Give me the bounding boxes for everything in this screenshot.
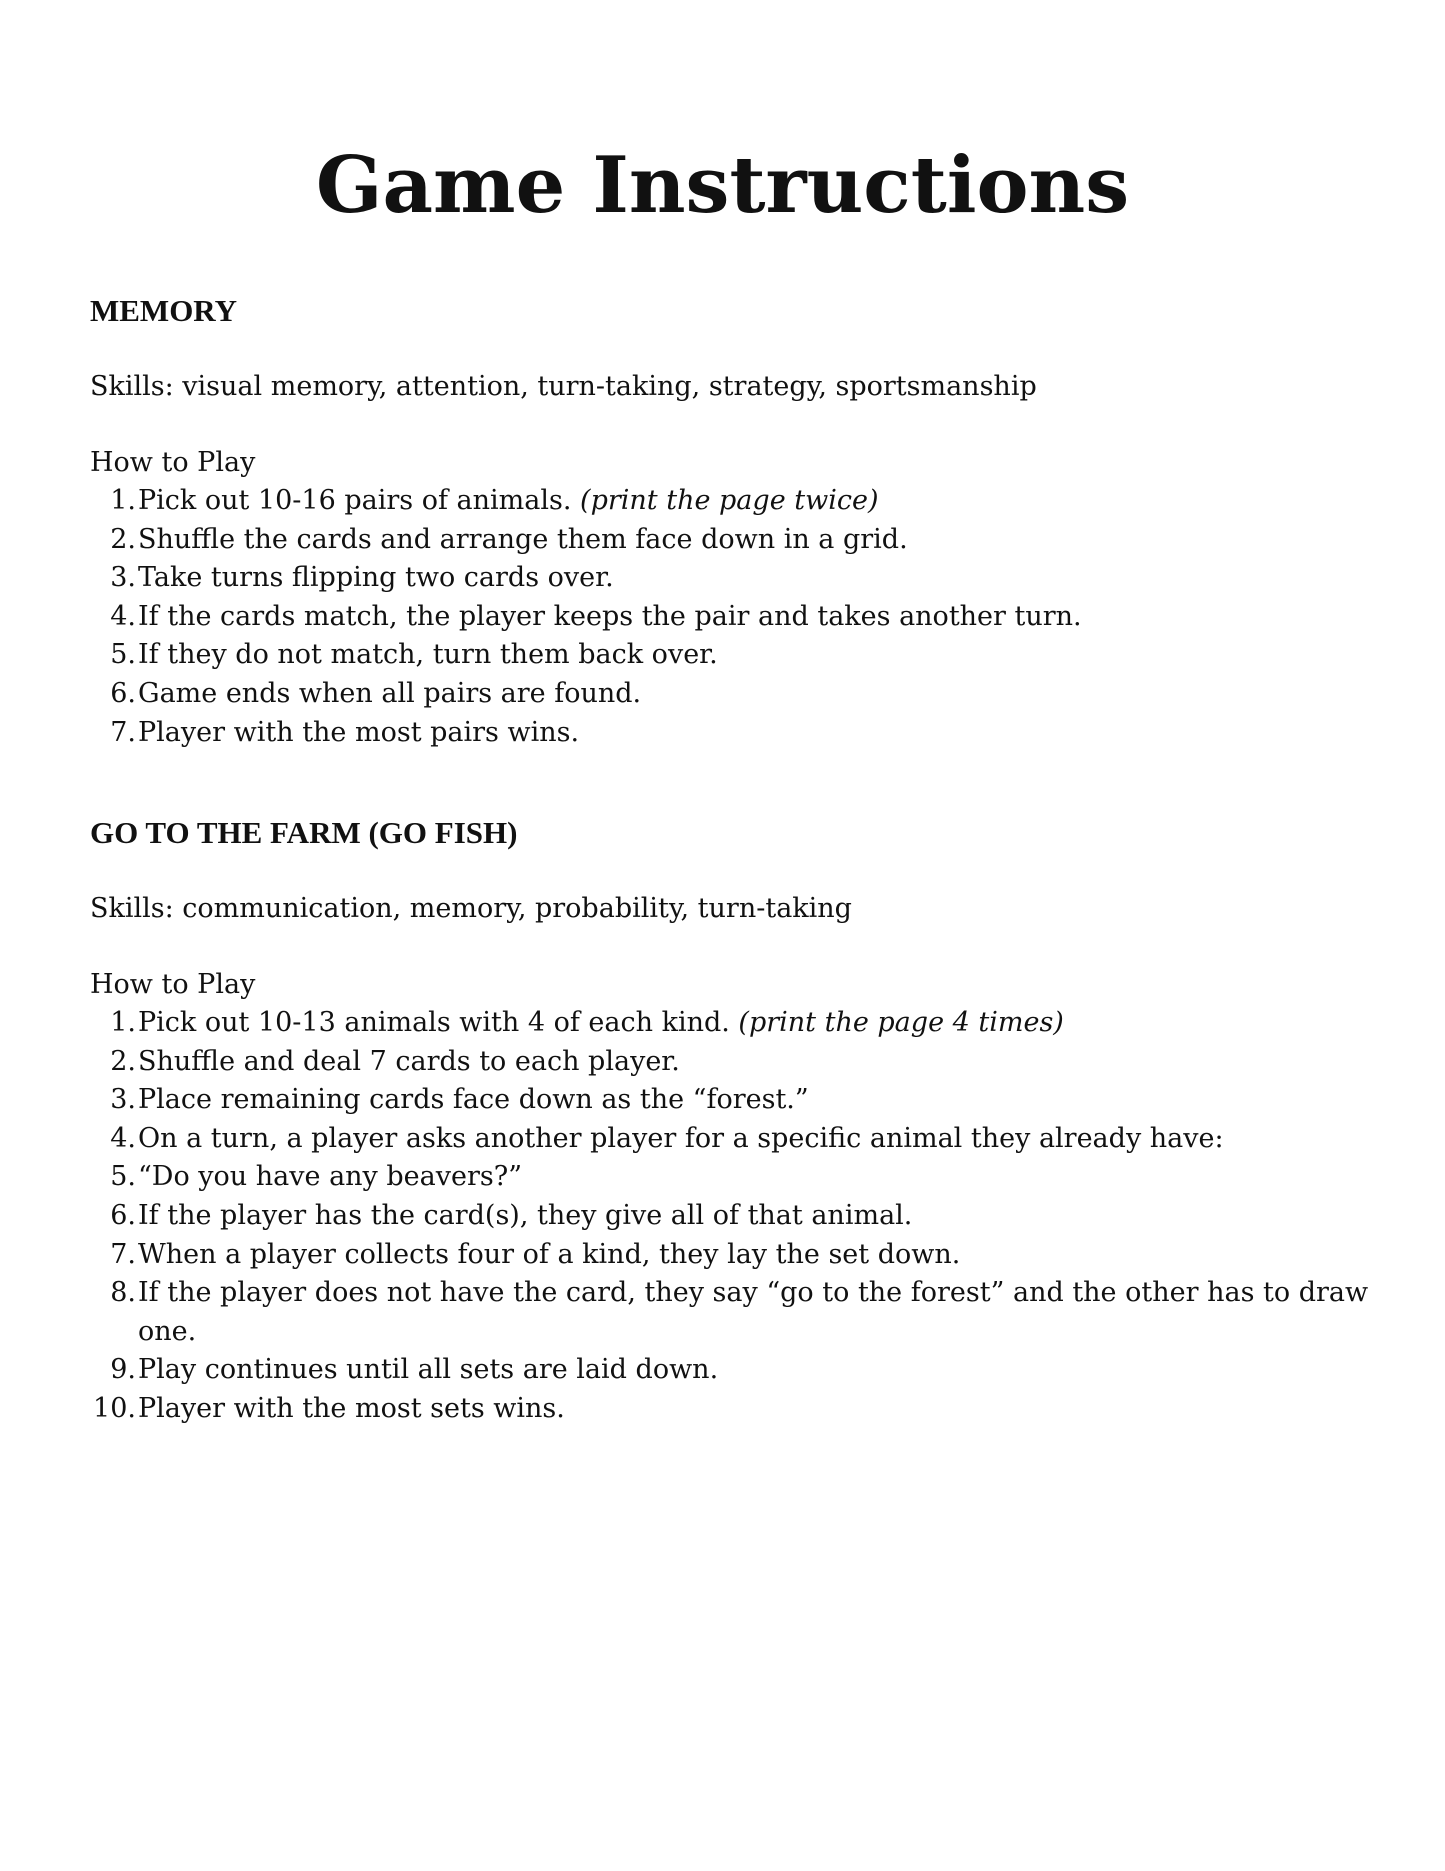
list-item bbox=[90, 521, 1390, 560]
list-item bbox=[90, 636, 1390, 675]
list-item bbox=[90, 559, 1390, 598]
step-text: If the cards match, the player keeps the pair and takes another turn. bbox=[138, 600, 1082, 632]
list-item bbox=[90, 482, 1390, 521]
steps-list bbox=[90, 1004, 1390, 1429]
step-text: If they do not match, turn them back over. bbox=[138, 639, 718, 671]
step-number: 1. bbox=[110, 1007, 136, 1038]
list-item bbox=[90, 714, 1390, 753]
list-item bbox=[90, 1120, 1390, 1159]
skills-text: Skills: visual memory, attention, turn-taking, strategy, sportsmanship bbox=[90, 371, 1037, 402]
step-note: (print the page twice) bbox=[580, 485, 879, 516]
step-text: Shuffle the cards and arrange them face down in a grid. bbox=[138, 523, 908, 555]
step-number: 7. bbox=[110, 1238, 136, 1270]
step-number: 5. bbox=[110, 1161, 136, 1193]
list-item bbox=[90, 1043, 1390, 1082]
step-text: If the player has the card(s), they give all of that animal. bbox=[138, 1199, 913, 1231]
step-number: 2. bbox=[110, 1045, 136, 1077]
step-number: 9. bbox=[110, 1354, 136, 1386]
step-text: Take turns flipping two cards over. bbox=[138, 562, 614, 594]
step-text: Shuffle and deal 7 cards to each player. bbox=[138, 1045, 680, 1077]
list-item bbox=[90, 598, 1390, 637]
how-to-play-label: How to Play bbox=[90, 969, 256, 1000]
step-number: 3. bbox=[110, 562, 136, 594]
step-text: On a turn, a player asks another player for a specific animal they already have: bbox=[138, 1122, 1224, 1154]
step-note: (print the page 4 times) bbox=[738, 1007, 1064, 1038]
section-heading: GO TO THE FARM (GO FISH) bbox=[90, 815, 518, 850]
step-text: Pick out 10-16 pairs of animals. bbox=[138, 485, 581, 516]
list-item bbox=[90, 1351, 1390, 1390]
step-text: If the player does not have the card, they say “go to the forest” and the other has to draw one. bbox=[138, 1277, 1369, 1347]
step-number: 5. bbox=[110, 639, 136, 671]
section-heading: MEMORY bbox=[90, 293, 237, 328]
how-to-play-label: How to Play bbox=[90, 447, 256, 478]
step-number: 7. bbox=[110, 716, 136, 748]
step-number: 4. bbox=[110, 1122, 136, 1154]
step-number: 4. bbox=[110, 600, 136, 632]
steps-list bbox=[90, 482, 1390, 752]
skills-text: Skills: communication, memory, probability, turn-taking bbox=[90, 893, 852, 924]
step-number: 3. bbox=[110, 1084, 136, 1116]
step-number: 8. bbox=[110, 1277, 136, 1309]
section-memory bbox=[90, 292, 1390, 752]
list-item bbox=[90, 1158, 1390, 1197]
step-text: Player with the most pairs wins. bbox=[138, 716, 580, 748]
step-number: 6. bbox=[110, 677, 136, 709]
page-title: Game Instructions bbox=[315, 140, 1130, 231]
step-text: Player with the most sets wins. bbox=[138, 1392, 565, 1424]
step-number: 2. bbox=[110, 523, 136, 555]
list-item bbox=[90, 675, 1390, 714]
step-text: “Do you have any beavers?” bbox=[138, 1161, 523, 1193]
step-text: Game ends when all pairs are found. bbox=[138, 677, 642, 709]
list-item bbox=[90, 1197, 1390, 1236]
list-item bbox=[90, 1081, 1390, 1120]
step-text: Pick out 10-13 animals with 4 of each kind. bbox=[138, 1007, 739, 1038]
step-text: When a player collects four of a kind, they lay the set down. bbox=[138, 1238, 961, 1270]
list-item bbox=[90, 1390, 1390, 1429]
list-item bbox=[90, 1236, 1390, 1275]
step-number: 10. bbox=[93, 1392, 136, 1424]
step-text: Place remaining cards face down as the “forest.” bbox=[138, 1084, 809, 1116]
list-item bbox=[90, 1274, 1390, 1351]
list-item bbox=[90, 1004, 1390, 1043]
step-number: 1. bbox=[110, 485, 136, 516]
step-text: Play continues until all sets are laid down. bbox=[138, 1354, 719, 1386]
section-go-to-the-farm bbox=[90, 814, 1390, 1429]
step-number: 6. bbox=[110, 1199, 136, 1231]
